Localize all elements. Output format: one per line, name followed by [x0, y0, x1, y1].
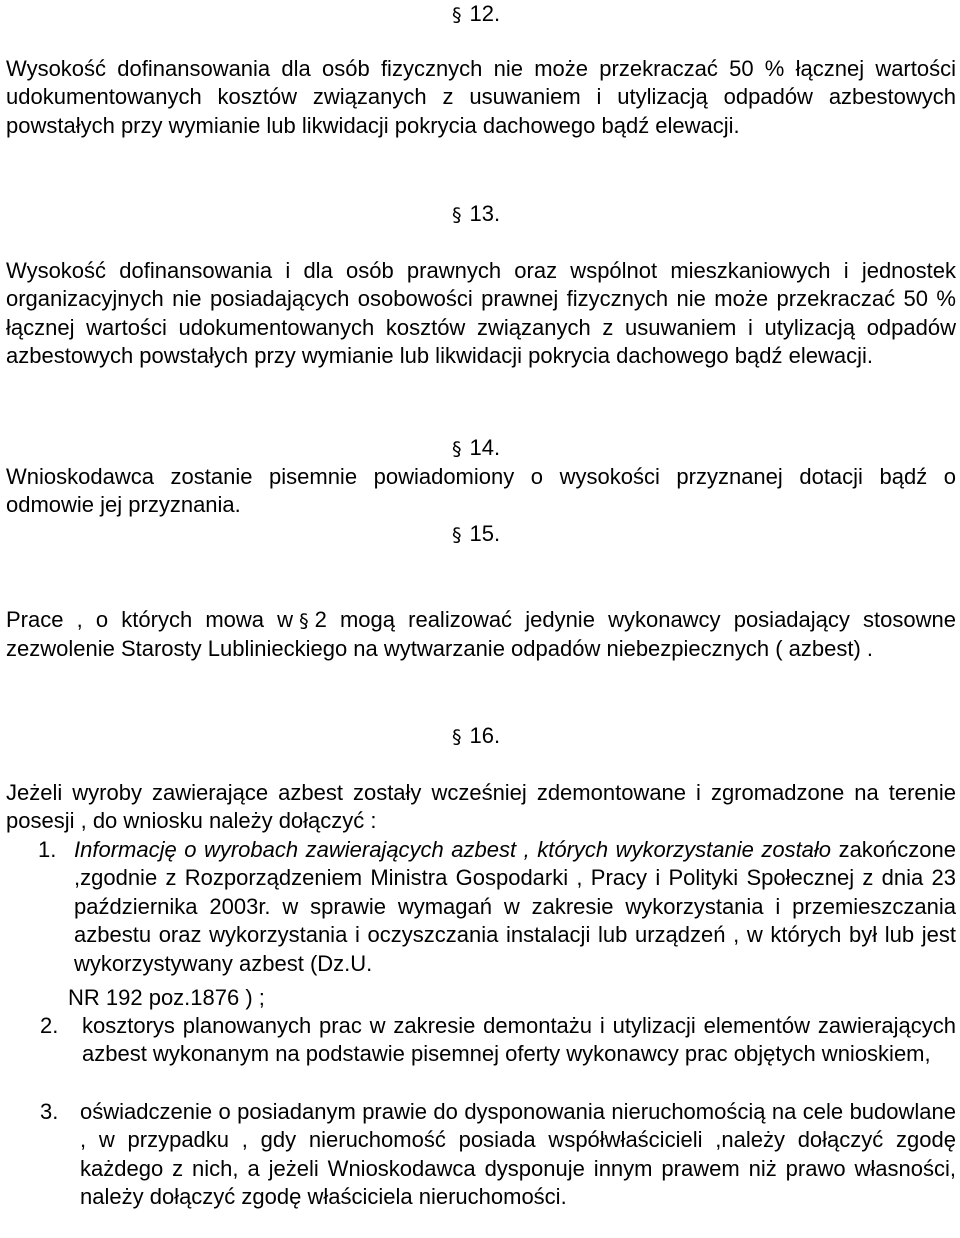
section-14-heading: [452, 434, 500, 463]
section-number: 13.: [469, 201, 501, 226]
list-item-2-number: 2.: [40, 1013, 59, 1038]
paragraph-13: Wysokość dofinansowania i dla osób prawnych oraz wspólnot mieszkaniowych i jednostek organizacyjnych nie posiadających osobowości prawnej fizycznych nie może przekraczać 50 % łącznej wartości udokumentowanych kosztów związanych z usuwaniem i utylizacją odpadów azbestowych powstałych przy wymianie lub likwidacji pokrycia dachowego bądź elewacji.: [6, 258, 956, 369]
section-symbol: §: [452, 438, 462, 460]
section-13-heading: [452, 200, 500, 229]
section-number: 16.: [469, 723, 501, 748]
paragraph-15-end: 2 mogą realizować jedynie wykonawcy posiadający stosowne zezwolenie Starosty Lublinieckiego na wytwarzanie odpadów niebezpiecznych ( azbest) .: [6, 607, 956, 662]
list-item-1-number: 1.: [38, 837, 57, 862]
section-15-heading: [452, 520, 500, 549]
paragraph-16: Jeżeli wyroby zawierające azbest zostały wcześniej zdemontowane i zgromadzone na terenie posesji , do wniosku należy dołączyć :: [6, 780, 956, 834]
section-number: 15.: [469, 521, 501, 546]
paragraph-15-start: Prace , o których mowa w: [6, 607, 294, 632]
paragraph-15: [6, 606, 956, 664]
section-symbol: §: [452, 204, 462, 226]
section-number: 12.: [469, 1, 501, 26]
section-number: 14.: [469, 435, 501, 460]
section-symbol: §: [452, 4, 462, 26]
section-symbol: §: [452, 524, 462, 546]
list-item-1: [74, 836, 956, 978]
paragraph-12: Wysokość dofinansowania dla osób fizycznych nie może przekraczać 50 % łącznej wartości udokumentowanych kosztów związanych z usuwaniem i utylizacją odpadów azbestowych powstałych przy wymianie lub likwidacji pokrycia dachowego bądź elewacji.: [6, 56, 956, 138]
list-item-3-number: 3.: [40, 1099, 59, 1124]
list-item-1-text: zakończone ,zgodnie z Rozporządzeniem Ministra Gospodarki , Pracy i Polityki Społecznej z dnia 23 października 2003r. w sprawie wymagań w zakresie wykorzystania i przemieszczania azbestu oraz wykorzystania i oczyszczania instalacji lub urządzeń , w których był lub jest wykorzystywany azbest (Dz.U.: [74, 837, 956, 976]
paragraph-14: Wnioskodawca zostanie pisemnie powiadomiony o wysokości przyznanej dotacji bądź o odmowie jej przyznania.: [6, 464, 956, 518]
section-symbol: §: [452, 726, 462, 748]
section-16-heading: [452, 722, 500, 751]
list-item-3: oświadczenie o posiadanym prawie do dysponowania nieruchomością na cele budowlane , w przypadku , gdy nieruchomość posiada współwłaścicieli ,należy dołączyć zgodę każdego z nich, a jeżeli Wnioskodawca dysponuje innym prawem niż prawo własności, należy dołączyć zgodę właściciela nieruchomości.: [80, 1099, 956, 1210]
section-12-heading: [452, 0, 500, 29]
section-symbol-inline: §: [299, 610, 309, 632]
list-item-1-tail: NR 192 poz.1876 ) ;: [68, 985, 265, 1010]
list-item-2: kosztorys planowanych prac w zakresie demontażu i utylizacji elementów zawierających azbest wykonanym na podstawie pisemnej oferty wykonawcy prac objętych wnioskiem,: [82, 1013, 956, 1067]
list-item-1-italic: Informację o wyrobach zawierających azbest , których wykorzystanie zostało: [74, 837, 832, 862]
